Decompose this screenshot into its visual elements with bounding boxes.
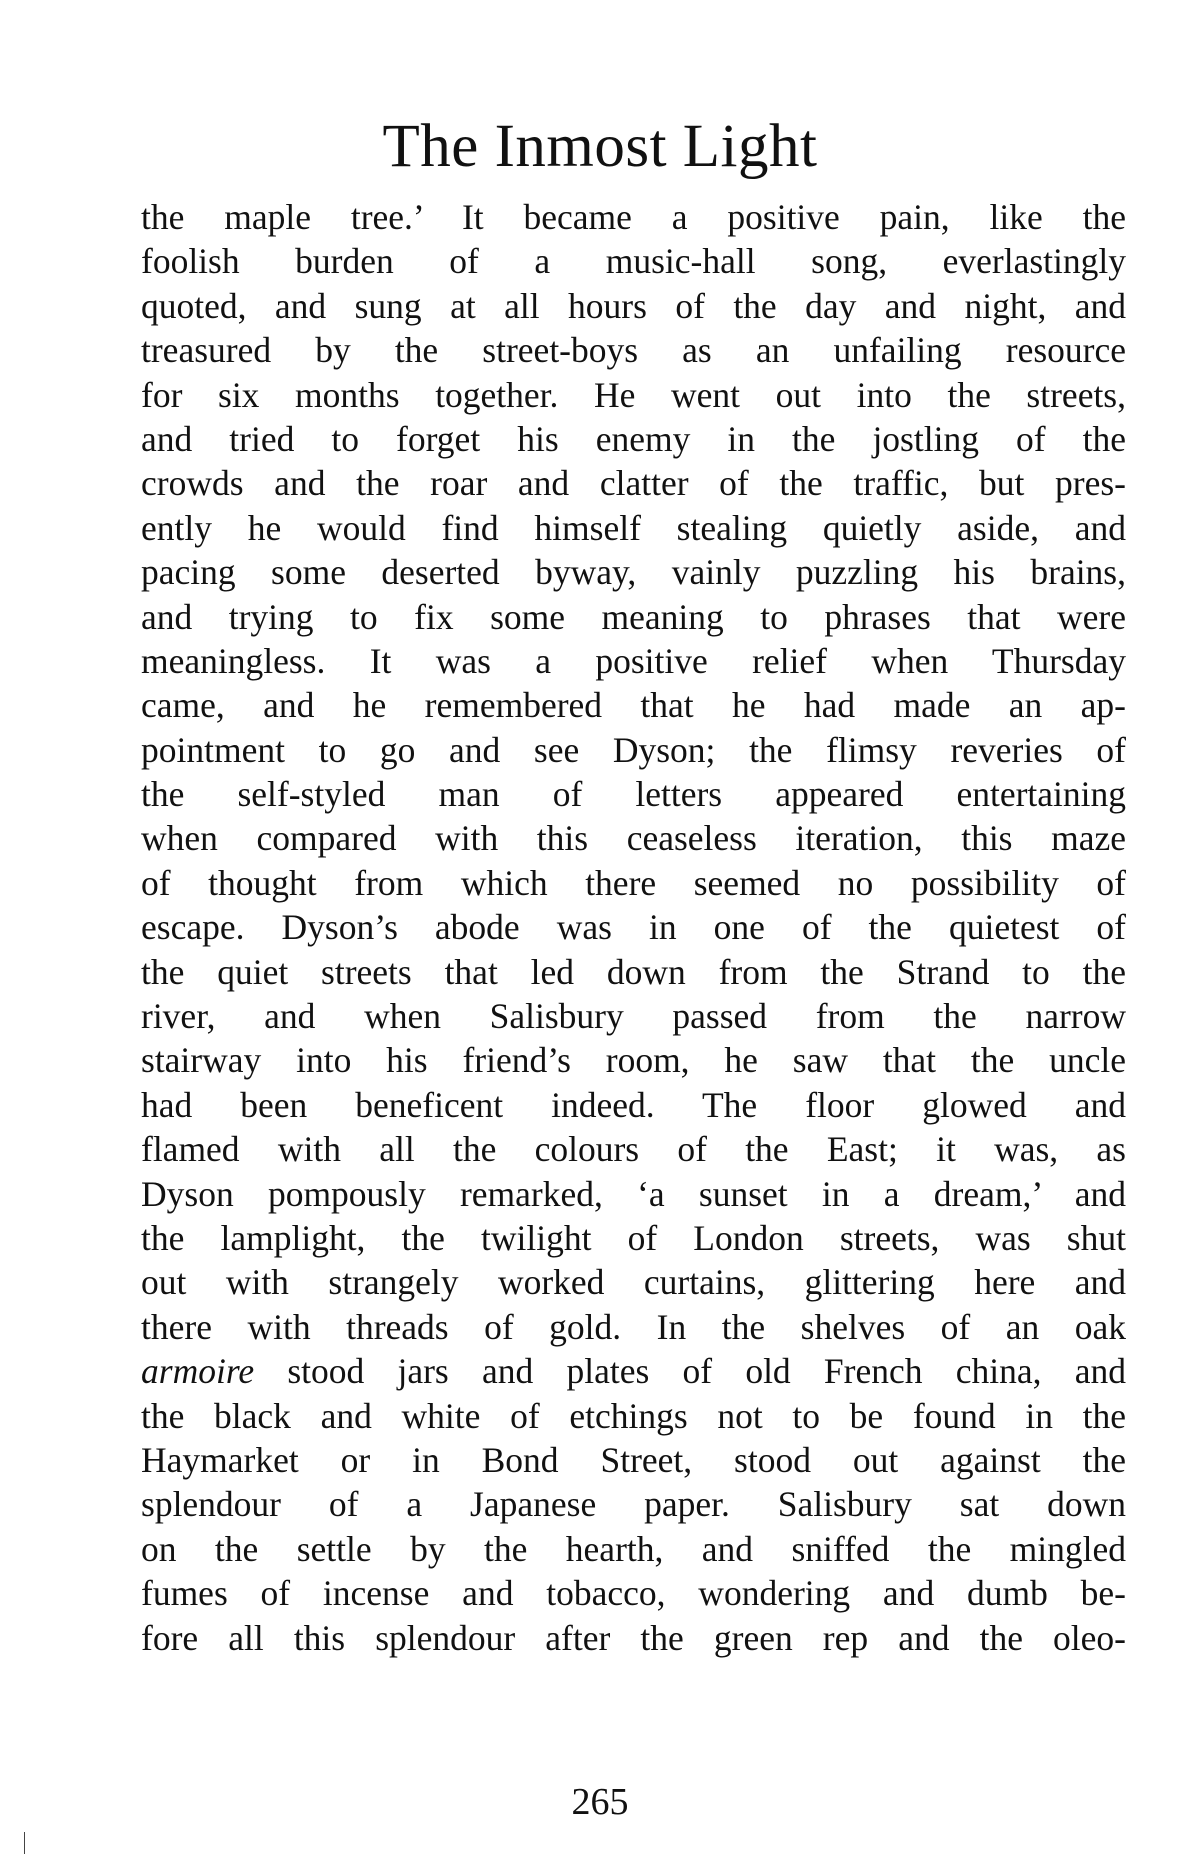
scan-edge-mark [24, 1832, 25, 1854]
text-line-content: splendour of a Japanese paper. Salisbury sat down [141, 1484, 1126, 1525]
text-line-content: meaningless. It was a positive relief when Thursday [141, 640, 1126, 681]
text-line [141, 328, 1126, 372]
text-line-content: the black and white of etchings not to be found in the [141, 1395, 1126, 1436]
text-line [141, 1616, 1126, 1660]
text-line [141, 728, 1126, 772]
text-line [141, 1438, 1126, 1482]
text-line-content: quoted, and sung at all hours of the day and night, and [141, 285, 1126, 326]
text-line [141, 550, 1126, 594]
text-line-content: Haymarket or in Bond Street, stood out against the [141, 1439, 1126, 1480]
text-line-content: crowds and the roar and clatter of the traffic, but pres- [141, 463, 1126, 504]
text-line-content: out with strangely worked curtains, glittering here and [141, 1262, 1126, 1303]
text-line-content: ently he would find himself stealing quietly aside, and [141, 507, 1126, 548]
text-line-content: had been beneficent indeed. The floor glowed and [141, 1084, 1126, 1125]
text-line-content: pointment to go and see Dyson; the flimsy reveries of [141, 729, 1126, 770]
text-line-content: on the settle by the hearth, and sniffed the mingled [141, 1528, 1126, 1569]
text-line-content: of thought from which there seemed no possibility of [141, 862, 1126, 903]
text-line [141, 373, 1126, 417]
text-line-content: came, and he remembered that he had made an ap- [141, 685, 1126, 726]
text-line-content: the quiet streets that led down from the Strand to the [141, 951, 1126, 992]
text-line-content: and tried to forget his enemy in the jostling of the [141, 418, 1126, 459]
italic-word: armoire [141, 1351, 255, 1392]
text-line-content: pacing some deserted byway, vainly puzzling his brains, [141, 552, 1126, 593]
text-line-content: the maple tree.’ It became a positive pain, like the [141, 197, 1126, 237]
text-line [141, 239, 1126, 283]
text-line [141, 461, 1126, 505]
text-line [141, 1349, 1126, 1393]
text-line-content: escape. Dyson’s abode was in one of the quietest of [141, 907, 1126, 948]
text-line [141, 506, 1126, 550]
text-line [141, 1394, 1126, 1438]
text-line [141, 1127, 1126, 1171]
text-line-content: fore all this splendour after the green rep and the oleo- [141, 1617, 1126, 1658]
text-line [141, 595, 1126, 639]
text-line-content: stairway into his friend’s room, he saw that the uncle [141, 1040, 1126, 1081]
text-line-content: when compared with this ceaseless iteration, this maze [141, 818, 1126, 859]
text-line-content: flamed with all the colours of the East; it was, as [141, 1129, 1126, 1170]
text-line [141, 994, 1126, 1038]
text-line [141, 1172, 1126, 1216]
text-line-content: treasured by the street-boys as an unfailing resource [141, 330, 1126, 371]
text-line [141, 1216, 1126, 1260]
text-line [141, 1482, 1126, 1526]
text-line-content: Dyson pompously remarked, ‘a sunset in a dream,’ and [141, 1173, 1126, 1214]
page-number: 265 [571, 1781, 629, 1823]
text-line-content: and trying to fix some meaning to phrases that were [141, 596, 1126, 637]
text-line [141, 1083, 1126, 1127]
text-line-content: fumes of incense and tobacco, wondering and dumb be- [141, 1573, 1126, 1614]
text-line [141, 816, 1126, 860]
text-line [141, 1305, 1126, 1349]
running-head: The Inmost Light [382, 113, 818, 180]
text-line-content: the lamplight, the twilight of London streets, was shut [141, 1217, 1126, 1258]
text-line-content: river, and when Salisbury passed from the narrow [141, 996, 1126, 1037]
text-line-content: there with threads of gold. In the shelves of an oak [141, 1306, 1126, 1347]
text-line [141, 683, 1126, 727]
text-line [141, 861, 1126, 905]
text-line [141, 905, 1126, 949]
text-line [141, 1260, 1126, 1304]
text-line [141, 772, 1126, 816]
text-line [141, 195, 1126, 239]
text-line [141, 639, 1126, 683]
text-line [141, 417, 1126, 461]
text-line-content: foolish burden of a music-hall song, everlastingly [141, 241, 1126, 282]
text-line [141, 1527, 1126, 1571]
text-line [141, 284, 1126, 328]
text-line-content: stood jars and plates of old French china, and [254, 1351, 1126, 1392]
text-line [141, 950, 1126, 994]
text-line [141, 1038, 1126, 1082]
text-line [141, 1571, 1126, 1615]
text-line-content: for six months together. He went out into the streets, [141, 374, 1126, 415]
body-text [141, 195, 1126, 1660]
text-line-content: the self-styled man of letters appeared entertaining [141, 774, 1126, 815]
